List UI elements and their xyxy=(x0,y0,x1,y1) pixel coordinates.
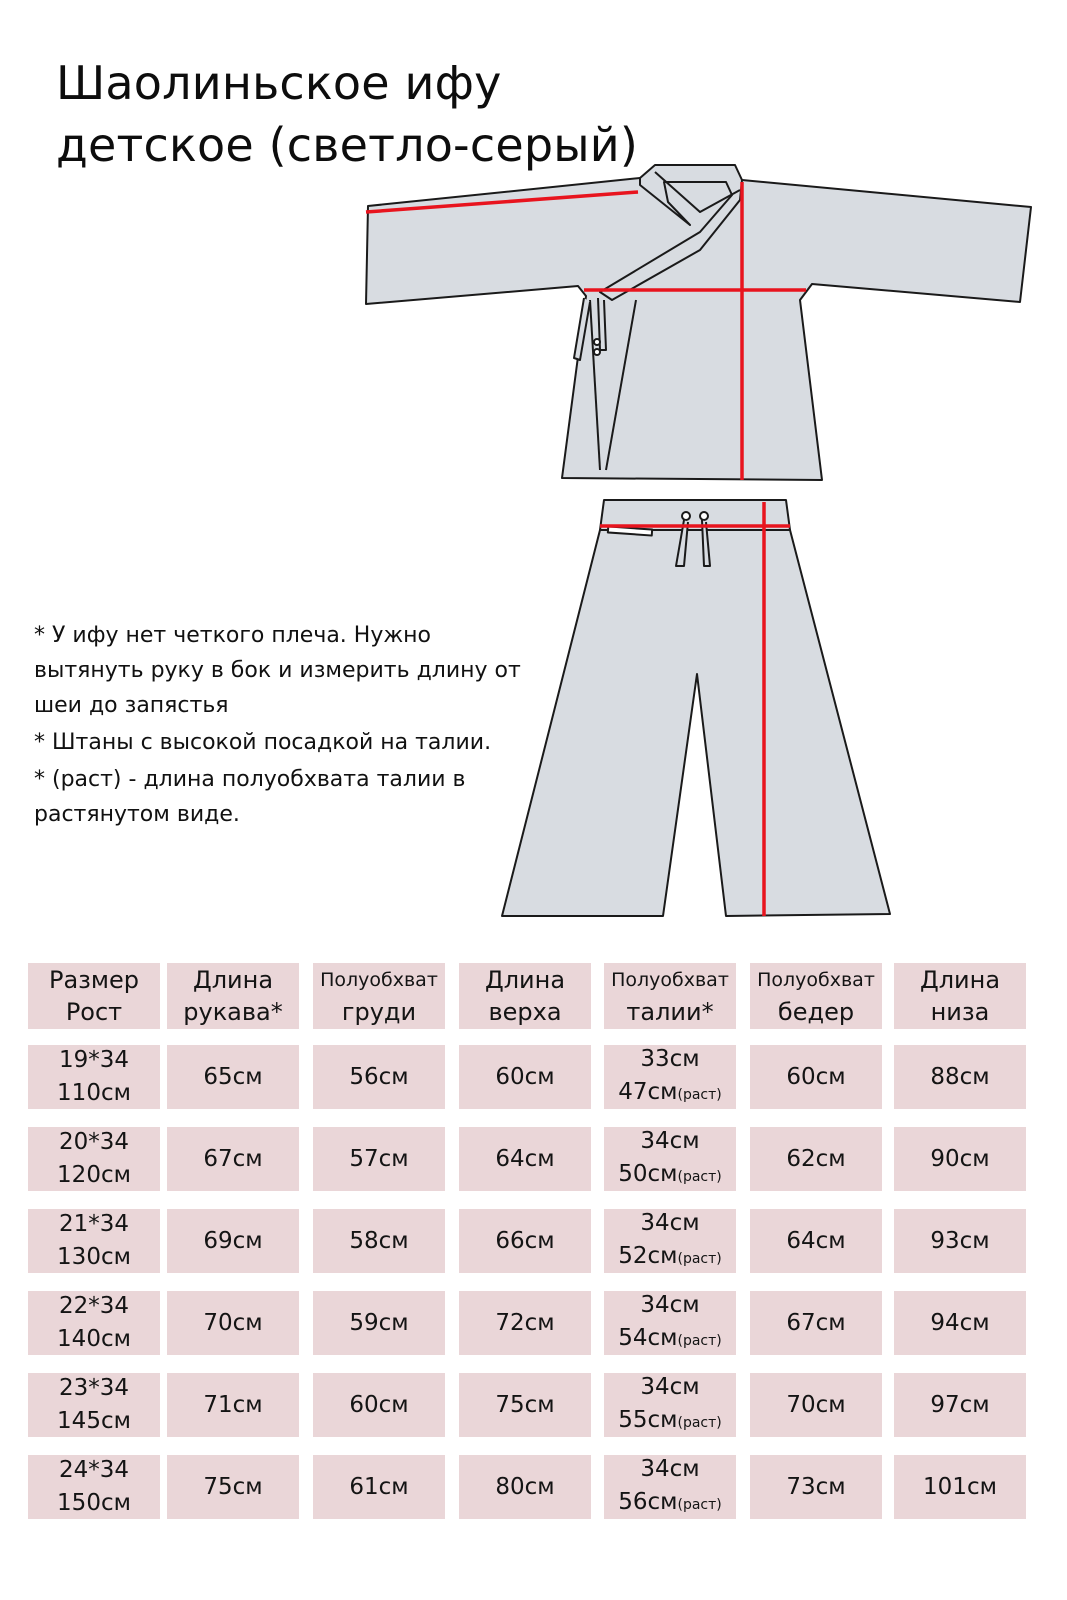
title-line-2: детское (светло-серый) xyxy=(56,118,638,172)
notes xyxy=(34,618,534,834)
note-pants-waist: * Штаны с высокой посадкой на талии. xyxy=(34,730,492,755)
cell-waist: 33см 47см(раст) xyxy=(604,1045,736,1109)
cell-waist: 34см 54см(раст) xyxy=(604,1291,736,1355)
cell-top-length: 60см xyxy=(459,1045,591,1109)
cell-hips: 62см xyxy=(750,1127,882,1191)
cell-sleeve: 65см xyxy=(167,1045,299,1109)
header-size: Размер Рост xyxy=(28,963,160,1029)
cell-waist: 34см 50см(раст) xyxy=(604,1127,736,1191)
table-row xyxy=(28,1373,1040,1437)
cell-top-length: 80см xyxy=(459,1455,591,1519)
cell-bottom-length: 97см xyxy=(894,1373,1026,1437)
table-row xyxy=(28,1455,1040,1519)
cell-bottom-length: 90см xyxy=(894,1127,1026,1191)
cell-size: 24*34 150см xyxy=(28,1455,160,1519)
jacket-drawing xyxy=(366,165,1031,480)
cell-top-length: 72см xyxy=(459,1291,591,1355)
cell-bottom-length: 101см xyxy=(894,1455,1026,1519)
cell-size: 19*34 110см xyxy=(28,1045,160,1109)
cell-chest: 57см xyxy=(313,1127,445,1191)
cell-size: 22*34 140см xyxy=(28,1291,160,1355)
cell-sleeve: 75см xyxy=(167,1455,299,1519)
cell-hips: 73см xyxy=(750,1455,882,1519)
cell-chest: 59см xyxy=(313,1291,445,1355)
size-table xyxy=(28,963,1040,1537)
cell-sleeve: 71см xyxy=(167,1373,299,1437)
cell-bottom-length: 88см xyxy=(894,1045,1026,1109)
cell-top-length: 64см xyxy=(459,1127,591,1191)
cell-bottom-length: 94см xyxy=(894,1291,1026,1355)
header-chest: Полуобхват груди xyxy=(313,963,445,1029)
cell-sleeve: 69см xyxy=(167,1209,299,1273)
header-bottom-length: Длина низа xyxy=(894,963,1026,1029)
cell-chest: 56см xyxy=(313,1045,445,1109)
pants-drawing xyxy=(502,500,890,916)
title-line-1: Шаолиньское ифу xyxy=(56,56,502,110)
table-row xyxy=(28,1209,1040,1273)
cell-sleeve: 67см xyxy=(167,1127,299,1191)
cell-hips: 67см xyxy=(750,1291,882,1355)
cell-top-length: 66см xyxy=(459,1209,591,1273)
cell-waist: 34см 56см(раст) xyxy=(604,1455,736,1519)
note-stretch: * (раст) - длина полуобхвата талии в растянутом виде. xyxy=(34,767,466,827)
cell-chest: 61см xyxy=(313,1455,445,1519)
cell-chest: 60см xyxy=(313,1373,445,1437)
cell-waist: 34см 55см(раст) xyxy=(604,1373,736,1437)
header-hips: Полуобхват бедер xyxy=(750,963,882,1029)
note-sleeve: * У ифу нет четкого плеча. Нужно вытянуть руку в бок и измерить длину от шеи до запястья xyxy=(34,623,521,718)
cell-hips: 70см xyxy=(750,1373,882,1437)
header-waist: Полуобхват талии* xyxy=(604,963,736,1029)
cell-size: 23*34 145см xyxy=(28,1373,160,1437)
cell-top-length: 75см xyxy=(459,1373,591,1437)
table-row xyxy=(28,1291,1040,1355)
cell-hips: 60см xyxy=(750,1045,882,1109)
header-top-length: Длина верха xyxy=(459,963,591,1029)
table-header-row xyxy=(28,963,1040,1029)
cell-size: 20*34 120см xyxy=(28,1127,160,1191)
table-body xyxy=(28,1045,1040,1519)
header-sleeve: Длина рукава* xyxy=(167,963,299,1029)
table-row xyxy=(28,1045,1040,1109)
cell-sleeve: 70см xyxy=(167,1291,299,1355)
table-row xyxy=(28,1127,1040,1191)
cell-hips: 64см xyxy=(750,1209,882,1273)
cell-bottom-length: 93см xyxy=(894,1209,1026,1273)
cell-size: 21*34 130см xyxy=(28,1209,160,1273)
cell-waist: 34см 52см(раст) xyxy=(604,1209,736,1273)
cell-chest: 58см xyxy=(313,1209,445,1273)
